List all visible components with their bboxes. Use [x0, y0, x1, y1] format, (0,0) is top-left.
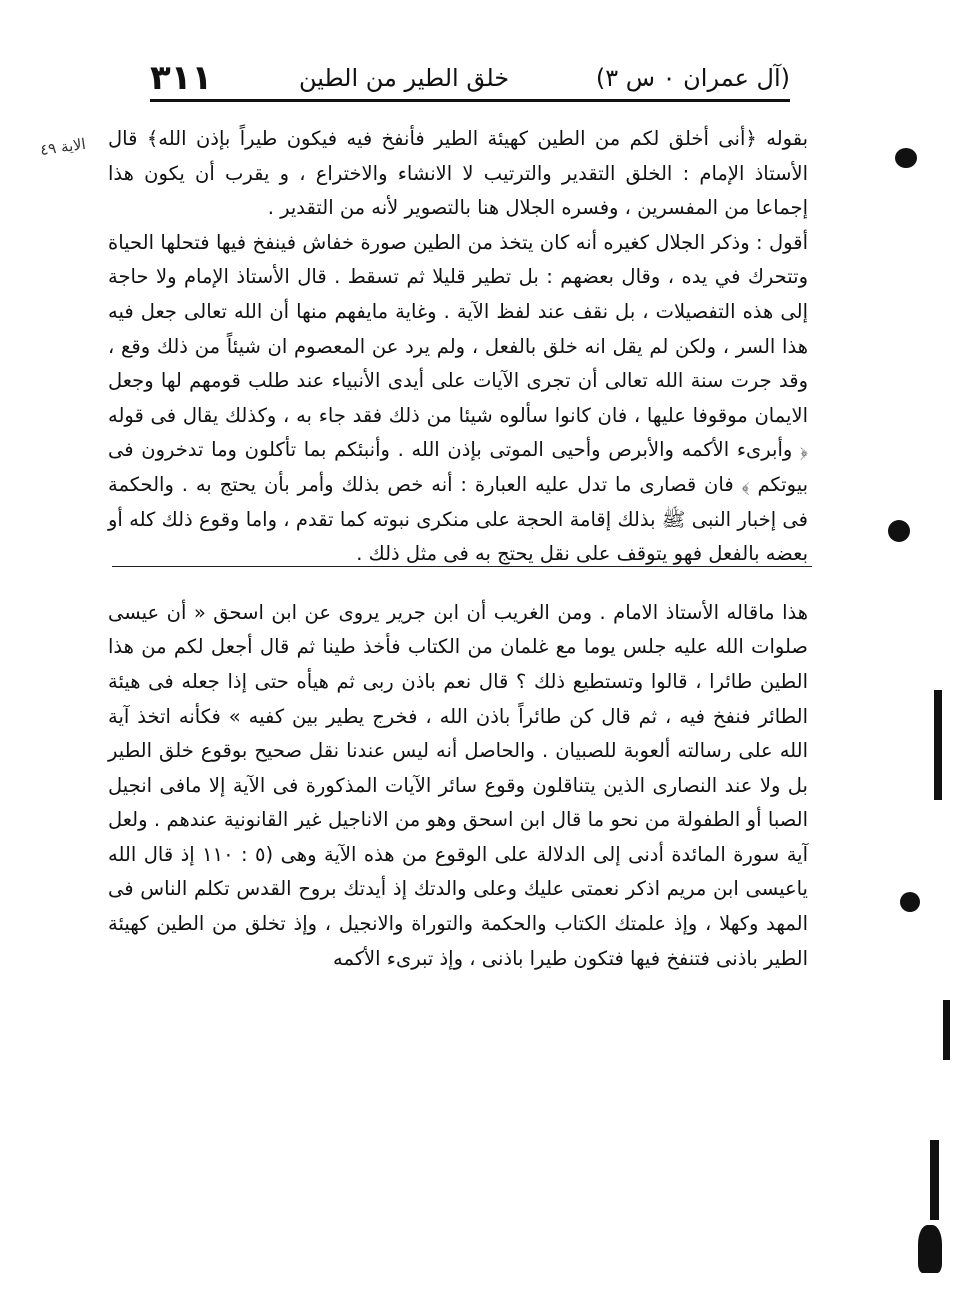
- scan-edge-mark: [943, 1000, 950, 1060]
- paragraph-1: بقوله ﴿أنى أخلق لكم من الطين كهيئة الطير فأنفخ فيه فيكون طيراً بإذن الله﴾ قال الأستاذ الإمام : الخلق التقدير والترتيب لا الانشاء والاختراع ، و يقرب أن يكون هذا إجماعا من المفسرين ، وفسره الجلال هنا بالتصوير لأنه من التقدير .: [108, 127, 808, 220]
- body-text: [108, 122, 808, 976]
- paragraph-2: أقول : وذكر الجلال كغيره أنه كان يتخذ من الطين صورة خفاش فينفخ فيها فتحلها الحياة وتتحرك في يده ، وقال بعضهم : بل تطير قليلا ثم تسقط . قال الأستاذ الإمام ولا حاجة إلى هذه التفصيلات ، بل نقف عند لفظ الآية . وغاية مايفهم منها أن الله تعالى جعل فيه هذا السر ، ولكن لم يقل انه خلق بالفعل ، ولم يرد عن المعصوم ان شيئاً من ذلك وقع ، وقد جرت سنة الله تعالى أن تجرى الآيات على أيدى الأنبياء عند طلب قومهم لها وجعل الايمان موقوفا عليها ، فان كانوا سألوه شيئا من ذلك فقد جاء به ، وكذلك يقال فى قوله ﴿ وأبرىء الأكمه والأبرص وأحيى الموتى بإذن الله . وأنبئكم بما تأكلون وما تدخرون فى بيوتكم ﴾ فان قصارى ما تدل عليه العبارة : أنه خص بذلك وأمر بأن يحتج به . والحكمة فى إخبار النبى ﷺ بذلك إقامة الحجة على منكرى نبوته كما تقدم ، واما وقوع ذلك كله أو بعضه بالفعل فهو يتوقف على نقل يحتج به فى مثل ذلك .: [108, 230, 808, 566]
- running-title: خلق الطير من الطين: [298, 64, 510, 92]
- ink-blot: [918, 1225, 942, 1273]
- page-header: [150, 58, 790, 98]
- margin-note: الاية ٤٩: [38, 134, 87, 160]
- scan-edge-mark: [930, 1140, 939, 1220]
- paragraph-3: هذا ماقاله الأستاذ الامام . ومن الغريب أن ابن جرير يروى عن ابن اسحق « أن عيسى صلوات الله عليه جلس يوما مع غلمان من الكتاب فأخذ طينا ثم قال أجعل لكم من هذا الطين طائرا ، قالوا وتستطيع ذلك ؟ قال نعم باذن ربى ثم هيأه حتى إذا جعله فى هيئة الطائر فنفخ فيه ، ثم قال كن طائراً باذن الله ، فخرج يطير بين كفيه » فكأنه اتخذ آية الله على رسالته ألعوبة للصبيان . والحاصل أنه ليس عندنا نقل صحيح بوقوع خلق الطير بل ولا عند النصارى الذين يتناقلون وقوع سائر الآيات المذكورة فى الآية إلا مافى انجيل الصبا أو الطفولة من نحو ما قال ابن اسحق وهو من الاناجيل غير القانونية عندهم . ولعل آية سورة المائدة أدنى إلى الدلالة على الوقوع من هذه الآية وهى (٥ : ١١٠ إذ قال الله ياعيسى ابن مريم اذكر نعمتى عليك وعلى والدتك إذ أيدتك بروح القدس تكلم الناس فى المهد وكهلا ، وإذ علمتك الكتاب والحكمة والتوراة والانجيل ، وإذ تخلق من الطين كهيئة الطير باذنى فتنفخ فيها فتكون طيرا باذنى ، وإذ تبرىء الأكمه: [108, 600, 809, 970]
- page-number: ٣١١: [150, 58, 213, 98]
- header-rule: [150, 99, 790, 102]
- scan-edge-mark: [934, 690, 942, 800]
- paragraph-gap: [108, 572, 808, 596]
- ink-blot: [900, 892, 920, 912]
- chapter-reference: (آل عمران ٠ س ٣): [595, 64, 790, 92]
- ink-blot: [895, 148, 917, 168]
- ink-blot: [888, 520, 910, 542]
- scan-line-mark: [112, 566, 812, 567]
